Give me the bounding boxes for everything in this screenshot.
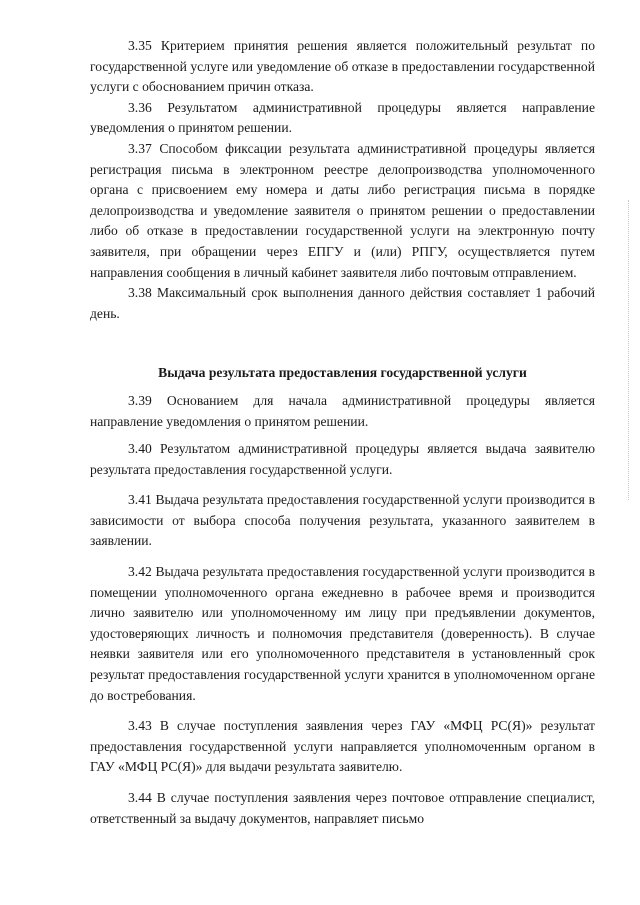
- paragraph-3-36: 3.36 Результатом административной процедуры является направление уведомления о принятом решении.: [90, 99, 595, 136]
- paragraph-3-41: 3.41 Выдача результата предоставления государственной услуги производится в зависимости от выбора способа получения результата, указанного заявителем в заявлении.: [90, 492, 595, 549]
- paragraph-3-43: 3.43 В случае поступления заявления через ГАУ «МФЦ РС(Я)» результат предоставления государственной услуги направляется уполномоченным органом в ГАУ «МФЦ РС(Я)» для выдачи результата заявителю.: [90, 718, 595, 775]
- paragraph-3-42: 3.42 Выдача результата предоставления государственной услуги производится в помещении уполномоченного органа ежедневно в рабочее время и производится лично заявителю или уполномоченному им лицу при предъявлении документов, удостоверяющих личность и полномочия представителя (доверенность). В случае неявки заявителя или его уполномоченного представителя в установленный срок результат предоставления государственной услуги хранится в уполномоченном органе до востребования.: [90, 564, 595, 703]
- margin-scan-mark: [628, 200, 630, 500]
- paragraph-3-37: 3.37 Способом фиксации результата административной процедуры является регистрация письма в электронном реестре делопроизводства уполномоченного органа с присвоением ему номера и даты либо регистрация письма в порядке делопроизводства и уведомление заявителя о принятом решении о предоставлении либо об отказе в предоставлении государственной услуги на электронную почту заявителя, при обращении через ЕПГУ и (или) РПГУ, осуществляется путем направления сообщения в личный кабинет заявителя либо почтовым отправлением.: [90, 140, 595, 280]
- paragraph-3-40: 3.40 Результатом административной процедуры является выдача заявителю результата предоставления государственной услуги.: [90, 441, 595, 477]
- paragraph-3-39: 3.39 Основанием для начала административной процедуры является направление уведомления о принятом решении.: [90, 392, 595, 429]
- paragraph-3-44: 3.44 В случае поступления заявления через почтовое отправление специалист, ответственный за выдачу документов, направляет письмо: [90, 790, 595, 826]
- paragraph-3-38: 3.38 Максимальный срок выполнения данного действия составляет 1 рабочий день.: [90, 285, 595, 321]
- paragraph-3-35: 3.35 Критерием принятия решения является положительный результат по государственной услуге или уведомление об отказе в предоставлении государственной услуги с обоснованием причин отказа.: [90, 38, 595, 95]
- section-heading: Выдача результата предоставления государственной услуги: [158, 365, 527, 381]
